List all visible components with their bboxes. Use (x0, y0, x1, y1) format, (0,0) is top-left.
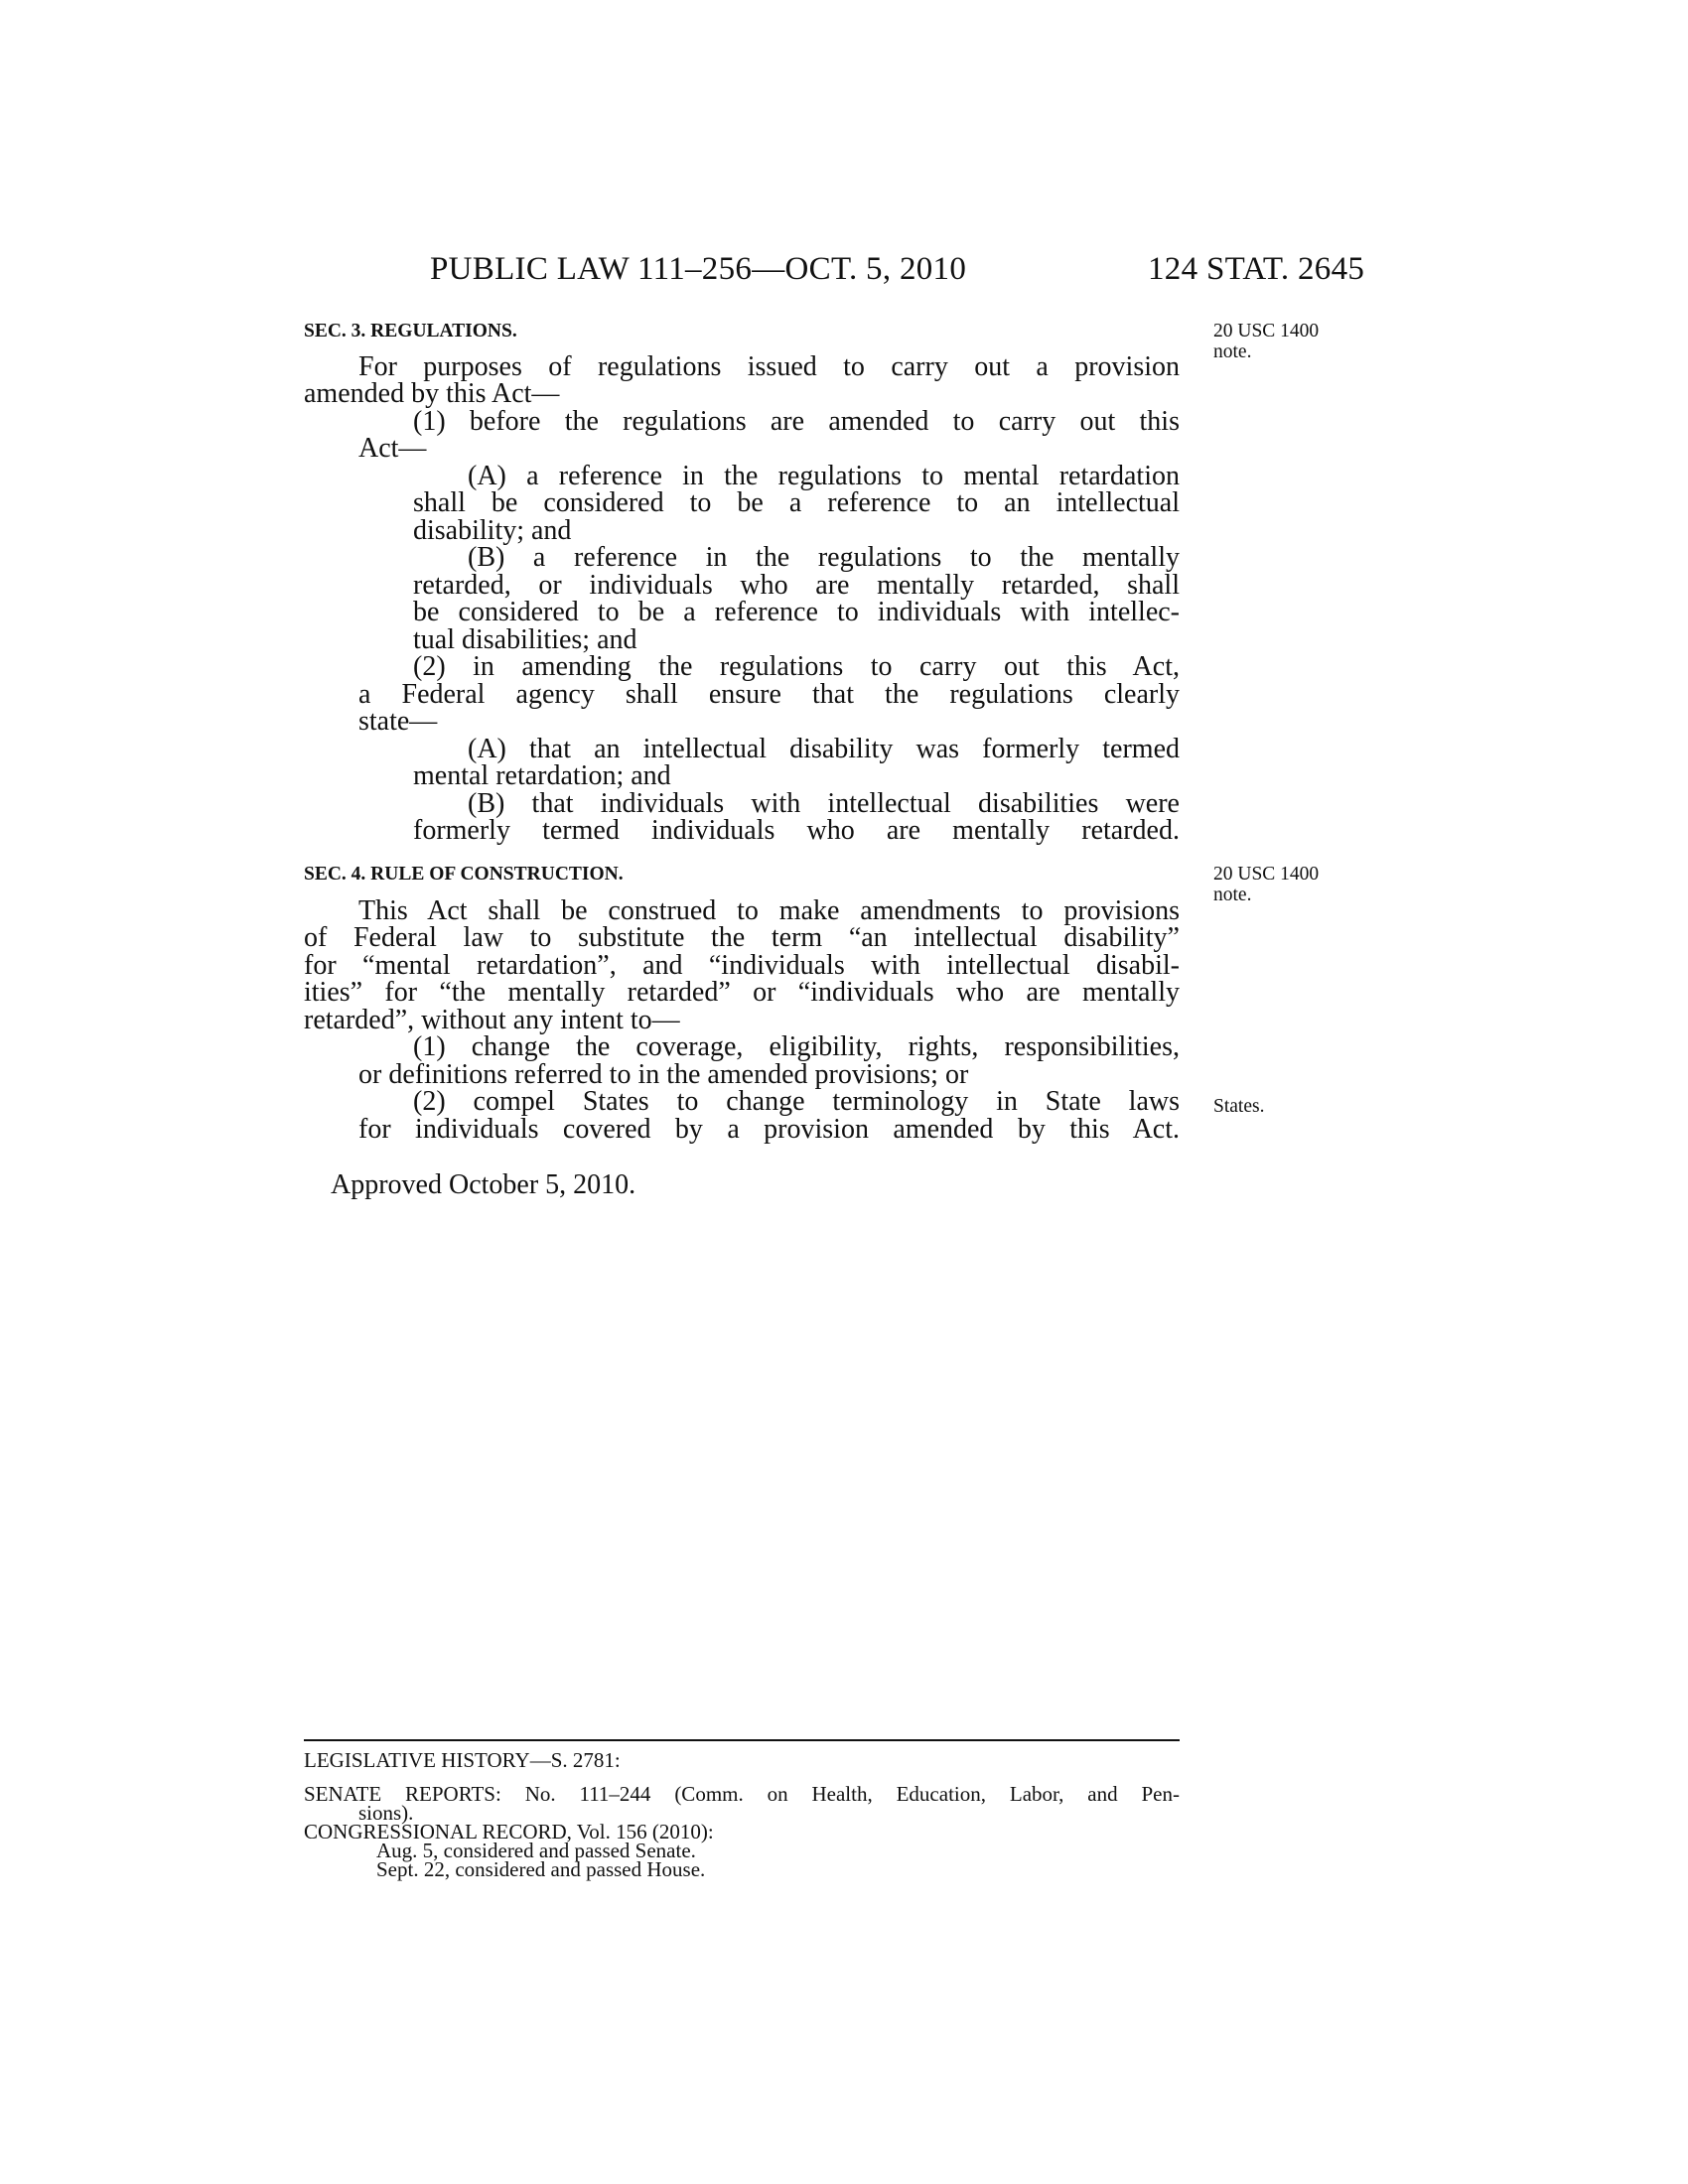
sec3-line: (2) in amending the regulations to carry out this Act, (413, 651, 1180, 682)
sec3-line: (B) that individuals with intellectual disabilities were (468, 788, 1180, 819)
running-head: PUBLIC LAW 111–256—OCT. 5, 2010 (430, 251, 967, 287)
sec3-line: For purposes of regulations issued to carry out a provision (358, 351, 1180, 382)
sec3-line: state— (358, 706, 438, 737)
sec4-line: ities” for “the mentally retarded” or “individuals who are mentally (304, 977, 1180, 1008)
sec4-line: for “mental retardation”, and “individuals with intellectual disabil- (304, 950, 1180, 981)
sec3-line: (A) that an intellectual disability was formerly termed (468, 734, 1180, 764)
sec3-line: a Federal agency shall ensure that the regulations clearly (358, 679, 1180, 710)
margin-note-note-2: note. (1213, 885, 1252, 905)
sec3-line: (A) a reference in the regulations to mental retardation (468, 461, 1180, 491)
legislative-history-title: LEGISLATIVE HISTORY—S. 2781: (304, 1748, 621, 1772)
congressional-record: CONGRESSIONAL RECORD, Vol. 156 (2010): (304, 1820, 714, 1843)
sec3-line: be considered to be a reference to individuals with intellec- (413, 597, 1180, 627)
sec4-line: This Act shall be construed to make amendments to provisions (358, 895, 1180, 926)
sec4-line: retarded”, without any intent to— (304, 1005, 680, 1035)
footnote-rule (304, 1739, 1180, 1741)
sec3-line: retarded, or individuals who are mentally retarded, shall (413, 570, 1180, 601)
sec3-line: Act— (358, 433, 427, 464)
section-4-heading: SEC. 4. RULE OF CONSTRUCTION. (304, 864, 624, 885)
sec4-line: of Federal law to substitute the term “an intellectual disability” (304, 922, 1180, 953)
sec3-line: shall be considered to be a reference to an intellectual (413, 487, 1180, 518)
margin-note-states: States. (1213, 1096, 1265, 1117)
record-entry: Aug. 5, considered and passed Senate. (376, 1839, 696, 1862)
sec3-line: (B) a reference in the regulations to the mentally (468, 542, 1180, 573)
statute-page-number: 124 STAT. 2645 (1148, 251, 1365, 287)
senate-reports: SENATE REPORTS: No. 111–244 (Comm. on Health, Education, Labor, and Pen- (304, 1782, 1180, 1806)
section-3-heading: SEC. 3. REGULATIONS. (304, 321, 517, 341)
sec4-line: (1) change the coverage, eligibility, rights, responsibilities, (413, 1031, 1180, 1062)
sec3-line: amended by this Act— (304, 378, 560, 409)
sec4-line: for individuals covered by a provision amended by this Act. (358, 1114, 1180, 1145)
margin-note-note-1: note. (1213, 341, 1252, 362)
sec4-line: or definitions referred to in the amended provisions; or (358, 1059, 969, 1090)
sec4-line: (2) compel States to change terminology in State laws (413, 1086, 1180, 1117)
margin-note-usc-2: 20 USC 1400 (1213, 864, 1320, 885)
approval-date: Approved October 5, 2010. (331, 1169, 636, 1200)
sec3-line: (1) before the regulations are amended to carry out this (413, 406, 1180, 437)
sec3-line: mental retardation; and (413, 760, 671, 791)
senate-reports-continued: sions). (358, 1801, 414, 1825)
record-entry: Sept. 22, considered and passed House. (376, 1857, 706, 1881)
sec3-line: disability; and (413, 515, 572, 546)
sec3-line: tual disabilities; and (413, 624, 637, 655)
sec3-line: formerly termed individuals who are mentally retarded. (413, 815, 1180, 846)
margin-note-usc-1: 20 USC 1400 (1213, 321, 1320, 341)
